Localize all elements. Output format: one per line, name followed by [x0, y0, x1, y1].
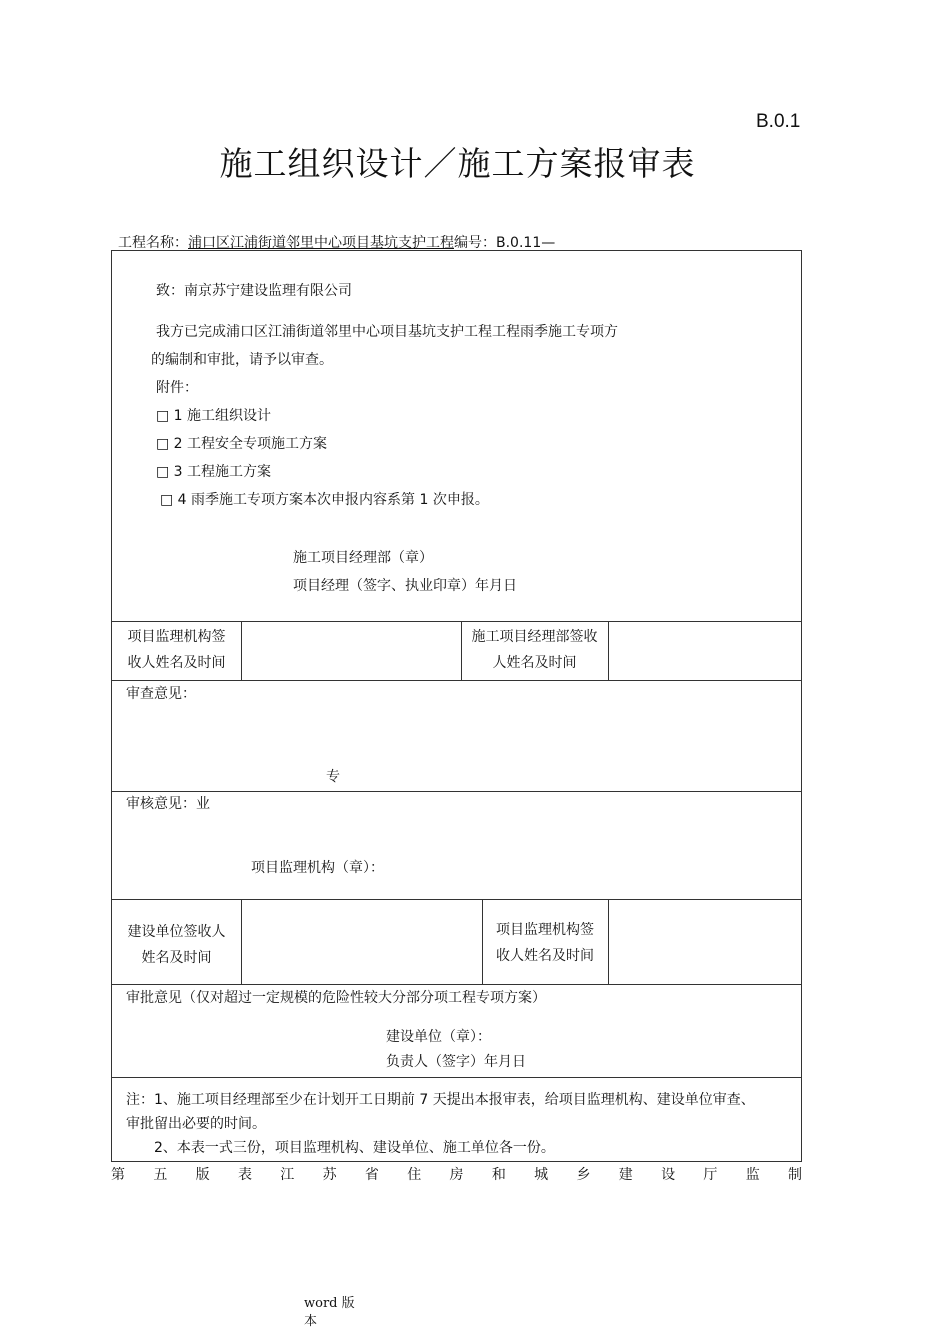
receipt2-right-label-line1: 项目监理机构签: [496, 922, 594, 938]
footer-char: 五: [153, 1167, 168, 1183]
review-note: 专: [326, 769, 340, 785]
watermark: [304, 1295, 355, 1331]
owner-signature: 负责人（签字）年月日: [386, 1054, 526, 1070]
receipt1-left-label-line1: 项目监理机构签: [127, 629, 226, 645]
receipt2-left-label-line2: 姓名及时间: [141, 950, 212, 966]
receipt1-right-label-line2: 人姓名及时间: [492, 655, 577, 671]
rule-approval-top: [112, 984, 801, 985]
form-code: B.0.1: [756, 111, 801, 132]
rule-v6: [608, 899, 609, 984]
receipt2-left-label-line1: 建设单位签收人: [127, 924, 226, 940]
owner-stamp: 建设单位（章）：: [386, 1029, 491, 1045]
footer-char: 版: [195, 1167, 210, 1183]
footer-char: 表: [237, 1167, 252, 1183]
project-number: 编号：B.0.11—: [454, 235, 556, 251]
audit-label: 审核意见：业: [126, 796, 210, 812]
footer-char: 第: [111, 1167, 125, 1183]
watermark-line1: word 版: [304, 1296, 355, 1311]
footer-char: 苏: [322, 1167, 337, 1183]
footer-char: 建: [618, 1167, 633, 1183]
rule-receipt1-top: [112, 621, 801, 622]
project-name-label: 工程名称：: [118, 235, 188, 251]
attachment-item[interactable]: □ 2 工程安全专项施工方案: [156, 436, 328, 452]
footer-char: 设: [661, 1167, 676, 1183]
project-name-value: 浦口区江浦街道邻里中心项目基坑支护工程: [188, 235, 454, 251]
page-title: 施工组织设计／施工方案报审表: [219, 144, 696, 183]
footer-char: 厅: [703, 1167, 718, 1183]
letter-body-line2: 的编制和审批，请予以审查。: [151, 352, 333, 368]
footer-char: 住: [407, 1167, 422, 1183]
receipt1-left-label-line2: 收人姓名及时间: [127, 655, 226, 671]
footer-char: 乡: [576, 1167, 591, 1183]
project-line: [118, 232, 555, 252]
review-label: 审查意见：: [126, 686, 196, 702]
footer-char: 城: [534, 1167, 549, 1183]
footer-char: 制: [788, 1167, 802, 1183]
note-line2: 审批留出必要的时间。: [126, 1116, 266, 1132]
rule-notes-top: [112, 1077, 801, 1078]
rule-v4: [241, 899, 242, 984]
supervision-stamp: 项目监理机构（章）：: [251, 860, 384, 876]
attachment-item[interactable]: □ 1 施工组织设计: [156, 408, 272, 424]
watermark-line2: 本: [304, 1314, 318, 1329]
receipt2-right-label-line2: 收人姓名及时间: [496, 948, 594, 964]
rule-audit-top: [112, 791, 801, 792]
form-table: [111, 250, 802, 1162]
attachment-item[interactable]: □ 3 工程施工方案: [156, 464, 272, 480]
receipt1-right-label-line1: 施工项目经理部签收: [471, 629, 598, 645]
footer-char: 和: [491, 1167, 506, 1183]
footer-char: 江: [280, 1167, 295, 1183]
note-line3: 2、本表一式三份，项目监理机构、建设单位、施工单位各一份。: [154, 1140, 555, 1156]
rule-v3: [608, 621, 609, 680]
attachment-item[interactable]: □ 4 雨季施工专项方案本次申报内容系第 1 次申报。: [160, 492, 489, 508]
footer-publisher: [111, 1164, 802, 1184]
addressee: 致：南京苏宁建设监理有限公司: [156, 283, 352, 299]
receipt1-left-label: [112, 624, 241, 676]
rule-v1: [241, 621, 242, 680]
project-manager-signature: 项目经理（签字、执业印章）年月日: [293, 578, 517, 594]
footer-char: 监: [745, 1167, 760, 1183]
attachments-label: 附件：: [156, 380, 198, 396]
footer-char: 省: [364, 1167, 379, 1183]
rule-review-top: [112, 680, 801, 681]
contractor-dept-stamp: 施工项目经理部（章）: [293, 550, 433, 566]
rule-receipt2-top: [112, 899, 801, 900]
receipt2-right-label: [482, 917, 608, 969]
note-line1: 注：1、施工项目经理部至少在计划开工日期前 7 天提出本报审表，给项目监理机构、建设单位审查、: [126, 1092, 755, 1108]
receipt1-right-label: [461, 624, 608, 676]
footer-char: 房: [449, 1167, 464, 1183]
letter-body-line1: 我方已完成浦口区江浦街道邻里中心项目基坑支护工程工程雨季施工专项方: [156, 324, 618, 340]
receipt2-left-label: [112, 919, 241, 971]
approval-label: 审批意见（仅对超过一定规模的危险性较大分部分项工程专项方案）: [126, 990, 546, 1006]
